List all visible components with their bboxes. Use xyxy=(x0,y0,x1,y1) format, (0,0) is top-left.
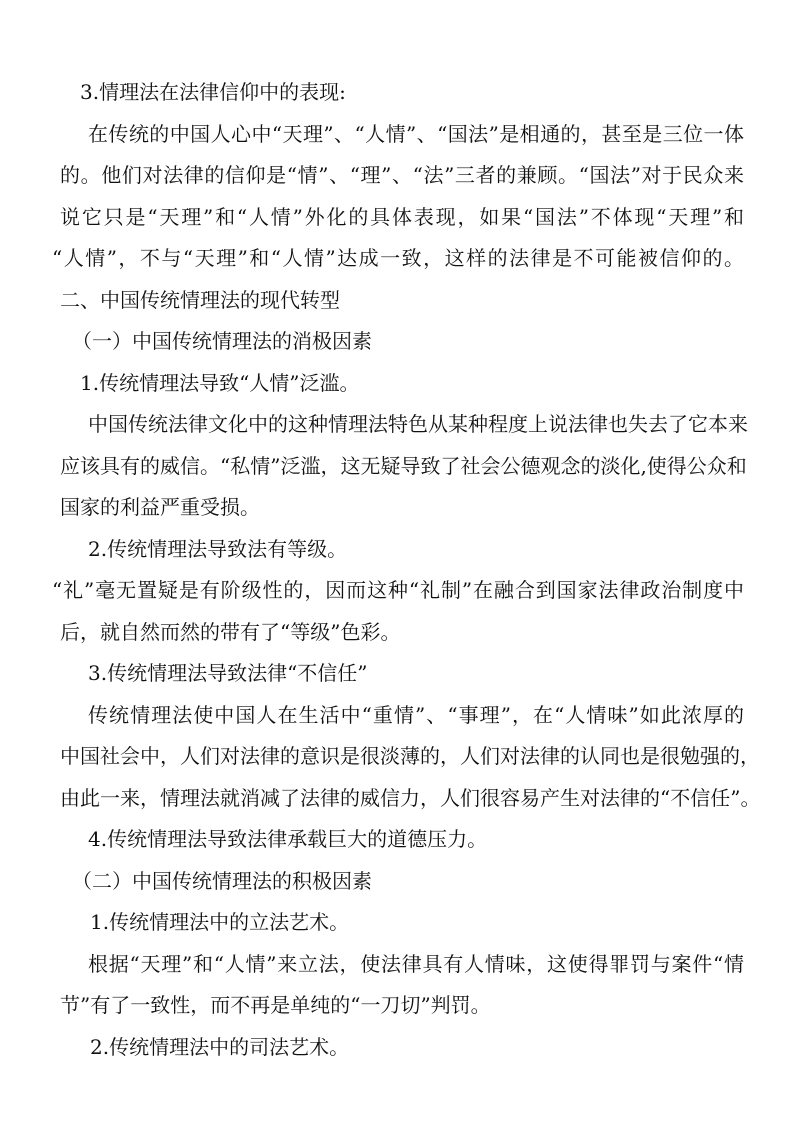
paragraph-line: 后，就自然而然的带有了“等级”色彩。 xyxy=(60,620,401,644)
paragraph-line: 在传统的中国人心中“天理”、“人情”、“国法”是相通的，甚至是三位一体 xyxy=(88,122,744,146)
subheading-4-moral-pressure: 4.传统情理法导致法律承载巨大的道德压力。 xyxy=(88,827,488,851)
subheading-3-expression: 3.情理法在法律信仰中的表现: xyxy=(80,80,346,104)
subheading-1-renqing: 1.传统情理法导致“人情”泛滥。 xyxy=(80,371,360,395)
subheading-2-judiciary: 2.传统情理法中的司法艺术。 xyxy=(90,1035,350,1059)
paragraph-line: “礼”毫无置疑是有阶级性的，因而这种“礼制”在融合到国家法律政治制度中 xyxy=(52,578,744,602)
paragraph-line: 的。他们对法律的信仰是“情”、“理”、“法”三者的兼顾。“国法”对于民众来 xyxy=(60,163,744,187)
subsection-heading-positive: （二）中国传统情理法的积极因素 xyxy=(72,869,372,893)
paragraph-line: 中国传统法律文化中的这种情理法特色从某种程度上说法律也失去了它本来 xyxy=(88,412,748,436)
subsection-heading-negative: （一）中国传统情理法的消极因素 xyxy=(72,329,372,353)
paragraph-line: 国家的利益严重受损。 xyxy=(60,495,260,519)
paragraph-line: 说它只是“天理”和“人情”外化的具体表现，如果“国法”不体现“天理”和 xyxy=(60,205,744,229)
subheading-1-legislation: 1.传统情理法中的立法艺术。 xyxy=(90,910,350,934)
paragraph-line: 根据“天理”和“人情”来立法，使法律具有人情味，这使得罪罚与案件“情 xyxy=(88,952,744,976)
subheading-2-hierarchy: 2.传统情理法导致法有等级。 xyxy=(88,537,348,561)
paragraph-line: 中国社会中，人们对法律的意识是很淡薄的，人们对法律的认同也是很勉强的， xyxy=(60,744,760,768)
paragraph-line: 传统情理法使中国人在生活中“重情”、“事理”，在“人情味”如此浓厚的 xyxy=(88,703,744,727)
paragraph-line: 节”有了一致性，而不再是单纯的“一刀切”判罚。 xyxy=(60,993,491,1017)
paragraph-line: 由此一来，情理法就消减了法律的威信力，人们很容易产生对法律的“不信任”。 xyxy=(60,786,761,810)
subheading-3-distrust: 3.传统情理法导致法律“不信任” xyxy=(88,661,368,685)
section-heading-2: 二、中国传统情理法的现代转型 xyxy=(60,288,340,312)
paragraph-line: “人情”，不与“天理”和“人情”达成一致，这样的法律是不可能被信仰的。 xyxy=(52,246,744,270)
paragraph-line: 应该具有的威信。“私情”泛滥，这无疑导致了社会公德观念的淡化,使得公众和 xyxy=(60,454,747,478)
